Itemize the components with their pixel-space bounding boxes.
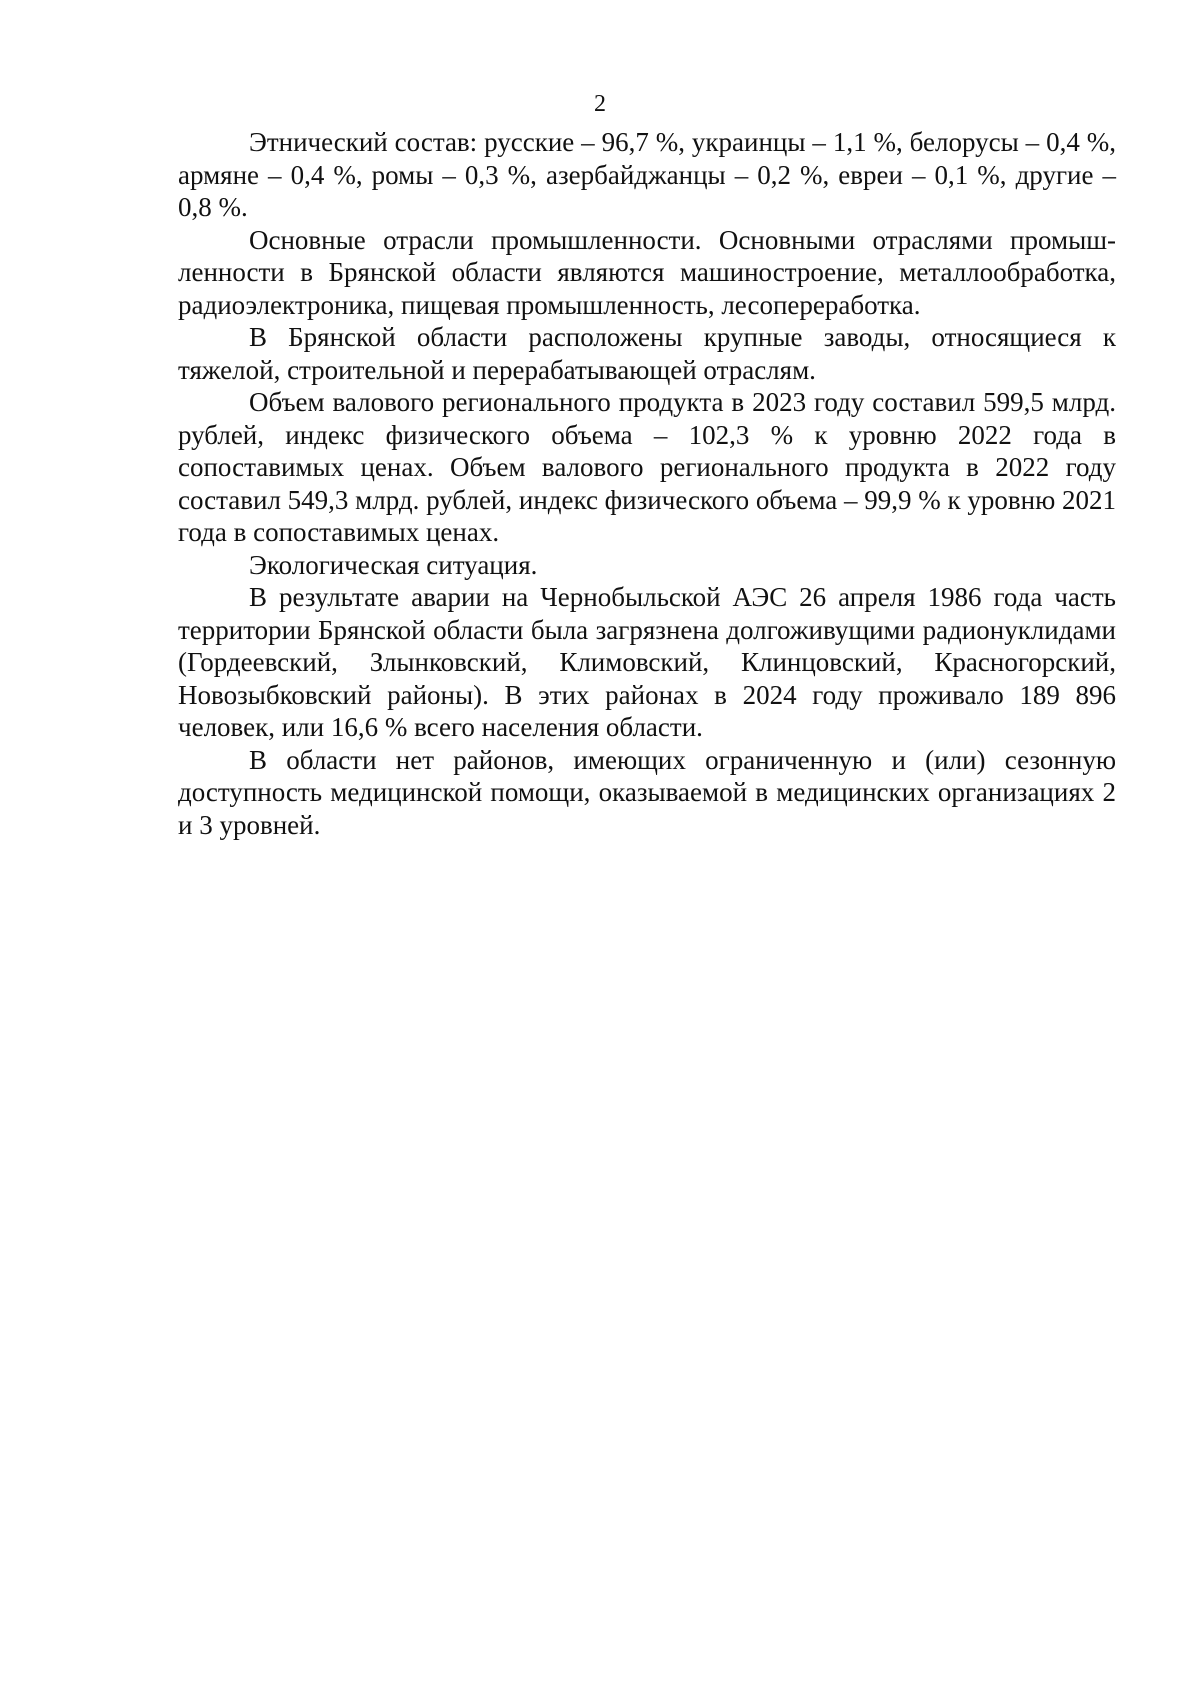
- page-number: 2: [594, 91, 606, 117]
- document-body: [178, 126, 1116, 841]
- paragraph-ethnic-composition: Этнический состав: русские – 96,7 %, украинцы – 1,1 %, белорусы – 0,4 %, армяне – 0,4 %, ромы – 0,3 %, азербайджанцы – 0,2 %, евреи – 0,1 %, другие – 0,8 %.: [178, 127, 1116, 222]
- paragraph-medical-access: В области нет районов, имеющих ограниченную и (или) сезонную доступность медицинской помощи, оказываемой в медицинских организациях 2 и 3 уровней.: [178, 744, 1116, 840]
- paragraph-ecology-heading: Экологическая ситуация.: [249, 549, 538, 580]
- paragraph-main-industries: Основные отрасли промышленности. Основными отраслями промышленности в Брянской области являются машиностроение, металлообработка, радиоэлектроника, пищевая промышленность, лесопереработка.: [178, 224, 1116, 320]
- paragraph-chernobyl: В результате аварии на Чернобыльской АЭС 26 апреля 1986 года часть территории Брянской области была загрязнена долгоживущими радионуклидами (Гордеевский, Злынковский, Климовский, Клинцовский, Красногорский, Новозыбковский районы). В этих районах в 2024 году проживало 189 896 человек, или 16,6 % всего населения области.: [178, 582, 1116, 742]
- paragraph-gross-regional-product: Объем валового регионального продукта в 2023 году составил 599,5 млрд. рублей, индекс физического объема – 102,3 % к уровню 2022 года в сопоставимых ценах. Объем валового регионального продукта в 2022 году составил 549,3 млрд. рублей, индекс физического объема – 99,9 % к уровню 2021 года в сопоставимых ценах.: [178, 387, 1116, 547]
- paragraph-large-plants: В Брянской области расположены крупные заводы, относящиеся к тяжелой, строительной и перерабатывающей отраслям.: [178, 322, 1116, 385]
